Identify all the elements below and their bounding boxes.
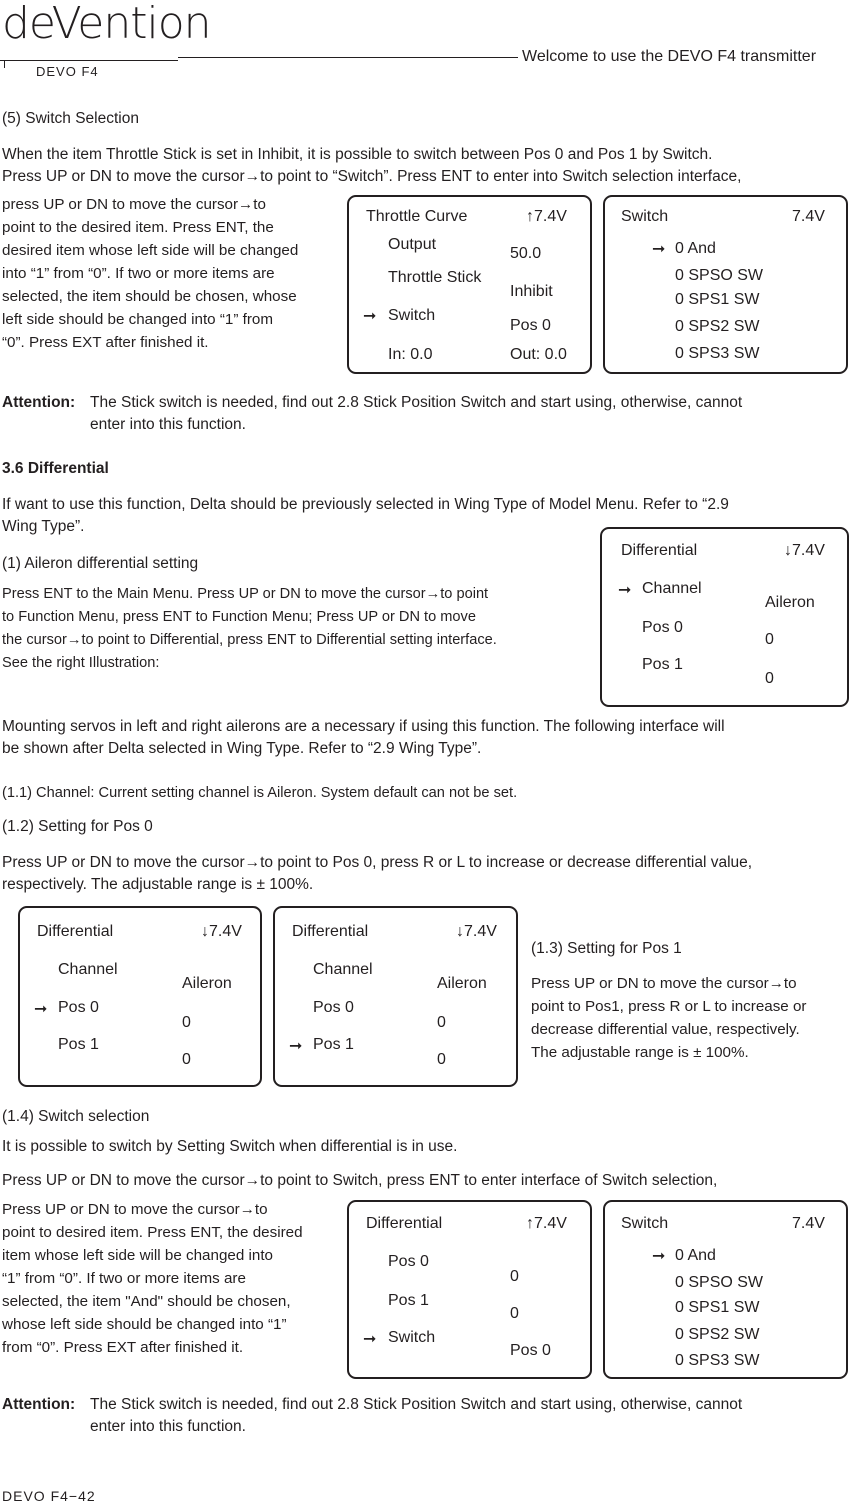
- row-switch: Switch: [388, 307, 436, 324]
- switch-selection-line: selected, the item "And" should be chosen,: [2, 1293, 291, 1310]
- pos1-line: The adjustable range is ± 100%.: [531, 1044, 749, 1061]
- attention-text-1: The Stick switch is needed, find out 2.8 Stick Position Switch and start using, otherwise, cannot: [90, 394, 743, 411]
- row-pos0: Pos 0: [58, 999, 99, 1016]
- switch-selection-line: “1” from “0”. If two or more items are: [2, 1270, 246, 1287]
- mount-text-2: be shown after Delta selected in Wing Type. Refer to “2.9 Wing Type”.: [2, 740, 482, 757]
- header-welcome: Welcome to use the DEVO F4 transmitter: [522, 48, 817, 65]
- battery-indicator: ↑7.4V: [526, 208, 567, 225]
- switch-selection-title: (1.4) Switch selection: [2, 1108, 150, 1125]
- switch-item: 0 SPS3 SW: [675, 345, 760, 362]
- row-pos0: Pos 0: [642, 619, 683, 636]
- switch-side-line: into “1” from “0”. If two or more items are: [2, 265, 275, 282]
- pos0-title: (1.2) Setting for Pos 0: [2, 818, 153, 835]
- row-output: Output: [388, 236, 437, 253]
- brand-logo: deVention: [2, 0, 211, 49]
- differential-pos1-screen: [273, 906, 518, 1087]
- header-divider: [0, 60, 178, 61]
- arrow-right-icon: ➞: [652, 241, 666, 258]
- mount-text-1: Mounting servos in left and right ailerons are a necessary if using this function. The following interface will: [2, 718, 725, 735]
- row-pos1: Pos 1: [313, 1036, 354, 1053]
- page-footer: DEVO F4−42: [2, 1488, 96, 1504]
- value-pos0: 0: [765, 631, 774, 648]
- diff-intro-1: If want to use this function, Delta should be previously selected in Wing Type of Model Menu. Refer to “2.9: [2, 496, 729, 513]
- pos0-text-2: respectively. The adjustable range is ± 100%.: [2, 876, 314, 893]
- out-readout: Out: 0.0: [510, 346, 567, 363]
- differential-switch-screen: [347, 1200, 592, 1379]
- arrow-right-icon: ➞: [34, 1001, 48, 1018]
- aileron-diff-line: the cursor→to point to Differential, press ENT to Differential setting interface.: [2, 632, 497, 648]
- in-readout: In: 0.0: [388, 346, 433, 363]
- switch-screen: [603, 195, 848, 374]
- pos1-text: [531, 972, 862, 1064]
- value-pos0: 0: [437, 1014, 446, 1031]
- switch-selection-text-2: Press UP or DN to move the cursor→to point to Switch, press ENT to enter interface of Switch selection,: [2, 1172, 718, 1189]
- row-pos1: Pos 1: [642, 656, 683, 673]
- switch-side-line: “0”. Press EXT after finished it.: [2, 334, 209, 351]
- screen-title: Switch: [621, 1215, 669, 1232]
- battery-indicator: ↑7.4V: [526, 1215, 567, 1232]
- screen-title: Switch: [621, 208, 669, 225]
- switch-intro-2: Press UP or DN to move the cursor→to point to “Switch”. Press ENT to enter into Switch selection interface,: [2, 168, 742, 185]
- switch-item: 0 And: [675, 240, 716, 257]
- switch-selection-line: from “0”. Press EXT after finished it.: [2, 1339, 244, 1356]
- battery-indicator: ↓7.4V: [201, 923, 242, 940]
- switch-item: 0 SPSO SW: [675, 267, 764, 284]
- switch-intro-1: When the item Throttle Stick is set in Inhibit, it is possible to switch between Pos 0 and Pos 1 by Switch.: [2, 146, 713, 163]
- section-title-switch-selection: (5) Switch Selection: [2, 110, 139, 127]
- switch-item: 0 SPS1 SW: [675, 1299, 760, 1316]
- aileron-diff-line: to Function Menu, press ENT to Function Menu; Press UP or DN to move: [2, 609, 476, 625]
- switch-side-line: point to the desired item. Press ENT, the: [2, 219, 274, 236]
- switch-selection-line: point to desired item. Press ENT, the desired: [2, 1224, 303, 1241]
- row-channel: Channel: [642, 580, 702, 597]
- arrow-right-icon: ➞: [289, 1038, 303, 1055]
- switch-selection-text-1: It is possible to switch by Setting Switch when differential is in use.: [2, 1138, 458, 1155]
- value-channel: Aileron: [182, 975, 232, 992]
- attention-text-2: enter into this function.: [90, 416, 246, 433]
- logo-model: DEVO F4: [36, 64, 99, 79]
- value-pos0: 0: [182, 1014, 191, 1031]
- value-channel: Aileron: [765, 594, 815, 611]
- pos1-title: (1.3) Setting for Pos 1: [531, 940, 682, 957]
- row-pos1: Pos 1: [58, 1036, 99, 1053]
- switch-item: 0 SPS2 SW: [675, 318, 760, 335]
- value-switch: Pos 0: [510, 1342, 551, 1359]
- screen-title: Differential: [292, 923, 369, 940]
- pos1-line: point to Pos1, press R or L to increase or: [531, 998, 807, 1015]
- throttle-curve-screen: [347, 195, 592, 374]
- pos0-text-1: Press UP or DN to move the cursor→to point to Pos 0, press R or L to increase or decrease differential value,: [2, 854, 753, 871]
- value-output: 50.0: [510, 245, 542, 262]
- arrow-right-icon: ➞: [363, 1331, 377, 1348]
- arrow-right-icon: ➞: [652, 1248, 666, 1265]
- row-pos1: Pos 1: [388, 1292, 429, 1309]
- differential-screen: [600, 527, 849, 707]
- screen-title: Differential: [366, 1215, 443, 1232]
- switch-item: 0 SPS1 SW: [675, 291, 760, 308]
- row-pos0: Pos 0: [313, 999, 354, 1016]
- aileron-diff-line: Press ENT to the Main Menu. Press UP or DN to move the cursor→to point: [2, 586, 489, 602]
- diff-intro-2: Wing Type”.: [2, 518, 85, 535]
- value-pos1: 0: [510, 1305, 519, 1322]
- aileron-diff-line: See the right Illustration:: [2, 655, 160, 671]
- screen-title: Throttle Curve: [366, 208, 468, 225]
- value-switch: Pos 0: [510, 317, 551, 334]
- attention-text-2: enter into this function.: [90, 1418, 246, 1435]
- header-rule: [178, 57, 518, 58]
- battery-indicator: 7.4V: [792, 208, 825, 225]
- value-pos1: 0: [765, 670, 774, 687]
- value-channel: Aileron: [437, 975, 487, 992]
- header-divider-tick: [4, 60, 5, 68]
- switch-selection-side-text: [2, 1198, 336, 1359]
- battery-indicator: 7.4V: [792, 1215, 825, 1232]
- differential-pos0-screen: [18, 906, 262, 1087]
- screen-title: Differential: [37, 923, 114, 940]
- section-title-differential: 3.6 Differential: [2, 460, 109, 477]
- value-pos1: 0: [182, 1051, 191, 1068]
- switch-side-line: desired item whose left side will be changed: [2, 242, 299, 259]
- battery-indicator: ↓7.4V: [456, 923, 497, 940]
- value-pos1: 0: [437, 1051, 446, 1068]
- switch-item: 0 And: [675, 1247, 716, 1264]
- battery-indicator: ↓7.4V: [784, 542, 825, 559]
- pos1-line: Press UP or DN to move the cursor→to: [531, 975, 797, 992]
- switch-side-line: press UP or DN to move the cursor→to: [2, 196, 266, 213]
- value-pos0: 0: [510, 1268, 519, 1285]
- attention-label: Attention:: [2, 394, 76, 411]
- attention-text-1: The Stick switch is needed, find out 2.8 Stick Position Switch and start using, otherwise, cannot: [90, 1396, 743, 1413]
- row-channel: Channel: [313, 961, 373, 978]
- switch-item: 0 SPS2 SW: [675, 1326, 760, 1343]
- switch-selection-line: item whose left side will be changed into: [2, 1247, 273, 1264]
- screen-title: Differential: [621, 542, 698, 559]
- switch-side-line: selected, the item should be chosen, whose: [2, 288, 297, 305]
- switch-item: 0 SPS3 SW: [675, 1352, 760, 1369]
- channel-note: (1.1) Channel: Current setting channel is Aileron. System default can not be set.: [2, 785, 518, 801]
- switch-selection-line: Press UP or DN to move the cursor→to: [2, 1201, 268, 1218]
- arrow-right-icon: ➞: [363, 308, 377, 325]
- switch-item: 0 SPSO SW: [675, 1274, 764, 1291]
- pos1-line: decrease differential value, respectively.: [531, 1021, 800, 1038]
- row-channel: Channel: [58, 961, 118, 978]
- arrow-right-icon: ➞: [618, 582, 632, 599]
- switch-selection-line: whose left side should be changed into “1”: [2, 1316, 287, 1333]
- switch-screen-2: [603, 1200, 848, 1379]
- switch-side-line: left side should be changed into “1” from: [2, 311, 274, 328]
- switch-side-text: [2, 193, 332, 354]
- aileron-diff-title: (1) Aileron differential setting: [2, 555, 199, 572]
- aileron-diff-text: [2, 583, 590, 675]
- row-throttle-stick: Throttle Stick: [388, 269, 482, 286]
- row-switch: Switch: [388, 1329, 436, 1346]
- row-pos0: Pos 0: [388, 1253, 429, 1270]
- value-throttle-stick: Inhibit: [510, 283, 553, 300]
- attention-label: Attention:: [2, 1396, 76, 1413]
